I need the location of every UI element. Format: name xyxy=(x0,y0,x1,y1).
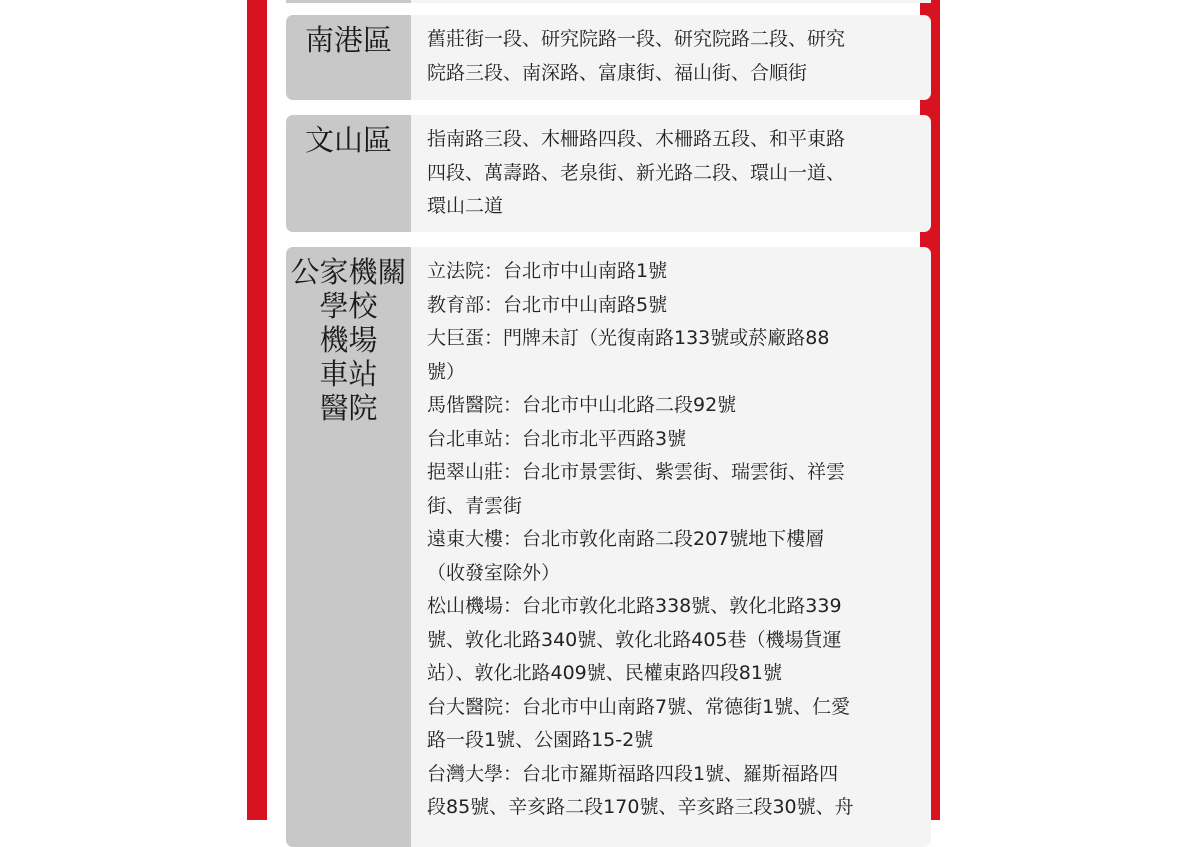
address-line: 馬偕醫院：台北市中山北路二段92號 xyxy=(427,394,737,416)
address-line: 街、青雲街 xyxy=(427,494,523,517)
row-wenshan xyxy=(286,115,931,232)
address-line: 段85號、辛亥路二段170號、辛亥路三段30號、舟 xyxy=(427,796,854,818)
street-line: 環山二道 xyxy=(427,195,504,217)
table-body xyxy=(267,0,920,820)
street-line: 院路三段、南深路、富康街、福山街、合順街 xyxy=(427,61,808,84)
street-line: 四段、萬壽路、老泉街、新光路二段、環山一道、 xyxy=(427,161,846,184)
district-label: 南港區 xyxy=(286,15,411,100)
district-streets xyxy=(411,115,931,232)
row-institutions xyxy=(286,247,931,847)
address-line: 台北車站：台北市北平西路3號 xyxy=(427,427,687,450)
address-line: 台大醫院：台北市中山南路7號、常德街1號、仁愛 xyxy=(427,695,851,718)
address-line: 號） xyxy=(427,360,466,383)
previous-row-edge xyxy=(286,0,931,3)
street-line: 指南路三段、木柵路四段、木柵路五段、和平東路 xyxy=(427,128,846,150)
address-line: 挹翠山莊：台北市景雲街、紫雲街、瑞雲街、祥雲 xyxy=(427,461,846,483)
district-streets xyxy=(411,15,931,100)
address-line: 松山機場：台北市敦化北路338號、敦化北路339 xyxy=(427,595,842,617)
address-line: 號、敦化北路340號、敦化北路405巷（機場貨運 xyxy=(427,628,842,651)
address-line: 台灣大學：台北市羅斯福路四段1號、羅斯福路四 xyxy=(427,762,839,785)
institution-addresses xyxy=(411,247,931,847)
document-frame xyxy=(247,0,940,820)
address-line: （收發室除外） xyxy=(427,561,561,584)
address-line: 遠東大樓：台北市敦化南路二段207號地下樓層 xyxy=(427,528,825,550)
address-line: 站）、敦化北路409號、民權東路四段81號 xyxy=(427,662,782,684)
street-line: 舊莊街一段、研究院路一段、研究院路二段、研究 xyxy=(427,28,846,50)
category-label: 公家機關 學校 機場 車站 醫院 xyxy=(286,247,411,847)
address-line: 路一段1號、公園路15-2號 xyxy=(427,729,654,751)
district-label: 文山區 xyxy=(286,115,411,232)
row-nangang xyxy=(286,15,931,100)
address-line: 教育部：台北市中山南路5號 xyxy=(427,293,668,316)
address-line: 立法院：台北市中山南路1號 xyxy=(427,260,668,282)
address-line: 大巨蛋：門牌未訂（光復南路133號或菸廠路88 xyxy=(427,327,830,349)
